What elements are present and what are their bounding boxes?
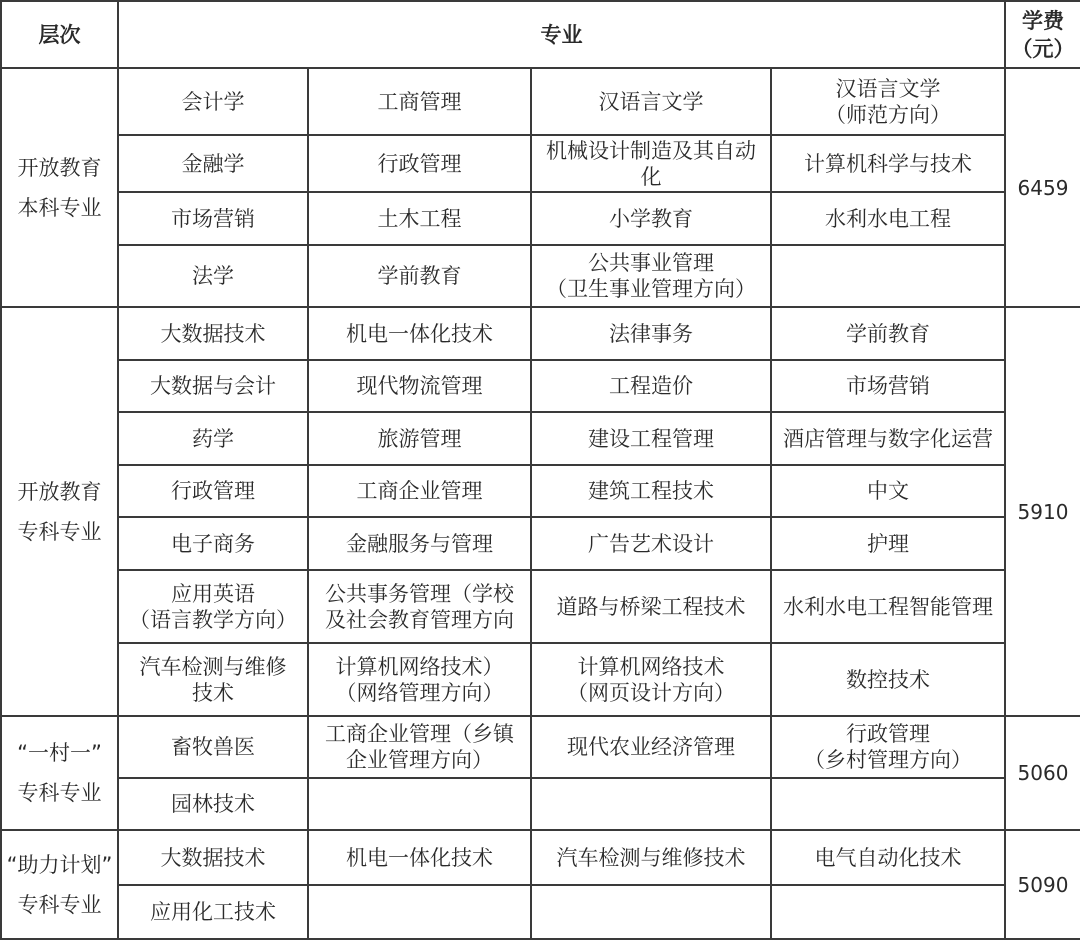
major-cell: 应用英语 （语言教学方向） [118,570,308,643]
major-cell: 计算机网络技术） （网络管理方向） [308,643,531,716]
major-cell: 会计学 [118,68,308,135]
major-cell: 汽车检测与维修技术 [531,830,771,885]
table-row [1,307,1080,360]
major-cell [771,245,1005,307]
major-cell: 行政管理 [308,135,531,192]
major-cell: 水利水电工程 [771,192,1005,245]
major-cell: 药学 [118,412,308,465]
table-row [1,68,1080,135]
major-cell [531,885,771,939]
major-cell: 行政管理 [118,465,308,517]
major-cell: 广告艺术设计 [531,517,771,570]
major-cell: 金融学 [118,135,308,192]
major-cell [308,778,531,830]
major-cell: 畜牧兽医 [118,716,308,778]
major-cell: 数控技术 [771,643,1005,716]
major-cell: 小学教育 [531,192,771,245]
table-row [1,778,1080,830]
major-cell: 电气自动化技术 [771,830,1005,885]
major-cell: 计算机科学与技术 [771,135,1005,192]
major-cell: 电子商务 [118,517,308,570]
major-cell: 大数据技术 [118,830,308,885]
major-cell [771,885,1005,939]
major-cell: 工商企业管理（乡镇 企业管理方向） [308,716,531,778]
header-major: 专业 [118,1,1005,68]
major-cell: 市场营销 [771,360,1005,412]
major-cell: 金融服务与管理 [308,517,531,570]
major-cell: 行政管理 （乡村管理方向） [771,716,1005,778]
fee-cell: 6459 [1005,68,1080,307]
table-row [1,570,1080,643]
header-fee: 学费 （元） [1005,1,1080,68]
major-cell: 道路与桥梁工程技术 [531,570,771,643]
major-cell: 法学 [118,245,308,307]
major-cell: 现代物流管理 [308,360,531,412]
major-cell: 汉语言文学 （师范方向） [771,68,1005,135]
table-row [1,830,1080,885]
major-cell: 大数据技术 [118,307,308,360]
major-cell: 工商企业管理 [308,465,531,517]
major-cell: 机电一体化技术 [308,307,531,360]
major-cell: 应用化工技术 [118,885,308,939]
table-row [1,192,1080,245]
major-cell: 园林技术 [118,778,308,830]
major-cell: 法律事务 [531,307,771,360]
major-cell: 酒店管理与数字化运营 [771,412,1005,465]
major-cell: 机械设计制造及其自动 化 [531,135,771,192]
major-cell [308,885,531,939]
fee-cell: 5090 [1005,830,1080,939]
major-cell: 建设工程管理 [531,412,771,465]
major-cell: 市场营销 [118,192,308,245]
major-cell: 公共事业管理 （卫生事业管理方向） [531,245,771,307]
level-cell: “一村一” 专科专业 [1,716,118,830]
level-cell: 开放教育 专科专业 [1,307,118,716]
major-cell [531,778,771,830]
major-cell: 计算机网络技术 （网页设计方向） [531,643,771,716]
table-row [1,412,1080,465]
major-cell [771,778,1005,830]
table-row [1,885,1080,939]
major-cell: 大数据与会计 [118,360,308,412]
major-cell: 中文 [771,465,1005,517]
table-row [1,465,1080,517]
major-cell: 水利水电工程智能管理 [771,570,1005,643]
major-cell: 土木工程 [308,192,531,245]
major-cell: 工商管理 [308,68,531,135]
major-cell: 旅游管理 [308,412,531,465]
fee-cell: 5910 [1005,307,1080,716]
major-cell: 护理 [771,517,1005,570]
major-cell: 汽车检测与维修 技术 [118,643,308,716]
level-cell: “助力计划” 专科专业 [1,830,118,939]
table-row [1,643,1080,716]
level-cell: 开放教育 本科专业 [1,68,118,307]
major-cell: 现代农业经济管理 [531,716,771,778]
major-cell: 建筑工程技术 [531,465,771,517]
table-row [1,245,1080,307]
major-cell: 工程造价 [531,360,771,412]
major-cell: 学前教育 [308,245,531,307]
table-row [1,517,1080,570]
table-header-row [1,1,1080,68]
header-level: 层次 [1,1,118,68]
major-cell: 公共事务管理（学校 及社会教育管理方向 [308,570,531,643]
major-cell: 汉语言文学 [531,68,771,135]
major-cell: 机电一体化技术 [308,830,531,885]
fee-cell: 5060 [1005,716,1080,830]
table-row [1,716,1080,778]
major-cell: 学前教育 [771,307,1005,360]
table-row [1,135,1080,192]
table-row [1,360,1080,412]
